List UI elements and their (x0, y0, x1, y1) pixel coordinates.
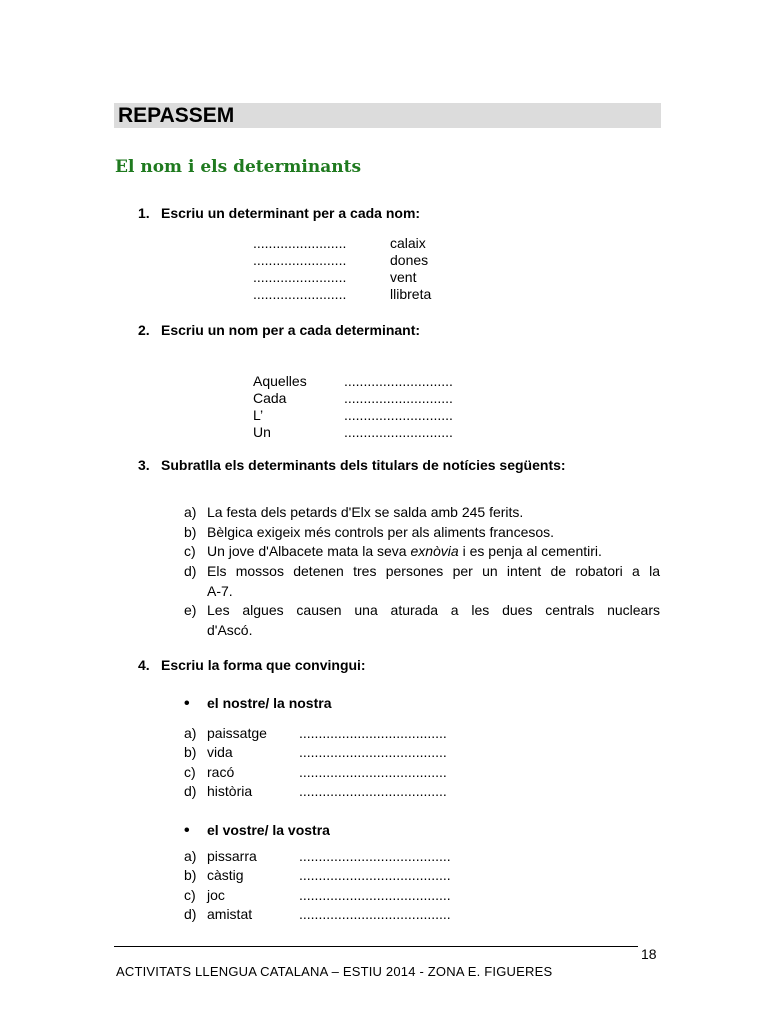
item-label: b) (184, 524, 197, 540)
item-label: b) (184, 867, 197, 883)
answer-blank[interactable]: ........................ (253, 269, 347, 285)
headline-text[interactable]: La festa dels petards d'Elx se salda amb 245 ferits. (207, 504, 524, 520)
question-number: 2. (138, 322, 150, 338)
noun-word: pissarra (207, 848, 257, 864)
item-label: c) (184, 887, 196, 903)
answer-blank[interactable]: ....................................... (299, 848, 451, 864)
item-label: c) (184, 764, 196, 780)
question-4 (138, 657, 366, 673)
page-title: REPASSEM (118, 104, 235, 127)
item-label: d) (184, 563, 197, 579)
page-number: 18 (641, 946, 657, 962)
bullet-icon: • (184, 822, 190, 839)
headline-item (184, 523, 660, 543)
section-title: El nom i els determinants (115, 157, 362, 177)
noun-word: llibreta (390, 286, 432, 302)
item-label: c) (184, 543, 196, 559)
noun-word: vida (207, 744, 233, 760)
noun-word: racó (207, 764, 235, 780)
answer-blank[interactable]: ...................................... (299, 725, 447, 741)
item-label: a) (184, 725, 197, 741)
determiner-word: Un (253, 424, 271, 440)
question-number: 4. (138, 657, 150, 673)
noun-word: dones (390, 252, 429, 268)
option-group-heading (184, 695, 331, 713)
item-label: d) (184, 906, 197, 922)
question-number: 1. (138, 205, 150, 221)
question-2 (138, 322, 420, 338)
item-label: a) (184, 504, 197, 520)
determiner-word: Aquelles (253, 373, 307, 389)
noun-word: joc (207, 887, 225, 903)
noun-word: càstig (207, 867, 244, 883)
headline-text[interactable]: Un jove d'Albacete mata la seva exnòvia i es penja al cementiri. (207, 543, 602, 559)
headline-text[interactable]: Les algues causen una aturada a les dues centrals nuclears d'Ascó. (207, 602, 660, 638)
group-heading: el vostre/ la vostra (207, 822, 330, 838)
answer-blank[interactable]: ....................................... (299, 906, 451, 922)
headline-text[interactable]: Bèlgica exigeix més controls per als aliments francesos. (207, 524, 555, 540)
question-3 (138, 457, 566, 473)
noun-word: calaix (390, 235, 426, 251)
footer-divider (114, 946, 638, 947)
question-prompt: Escriu un nom per a cada determinant: (161, 322, 421, 338)
item-label: b) (184, 744, 197, 760)
footer-text: ACTIVITATS LLENGUA CATALANA – ESTIU 2014 - ZONA E. FIGUERES (116, 964, 553, 979)
headline-item (184, 601, 660, 641)
answer-blank[interactable]: ...................................... (299, 764, 447, 780)
item-label: a) (184, 848, 197, 864)
headline-text[interactable]: Els mossos detenen tres persones per un intent de robatori a la A-7. (207, 563, 660, 599)
headline-item (184, 503, 660, 523)
answer-blank[interactable]: ............................ (344, 373, 453, 389)
answer-blank[interactable]: ....................................... (299, 887, 451, 903)
item-label: d) (184, 783, 197, 799)
item-label: e) (184, 602, 197, 618)
question-number: 3. (138, 457, 150, 473)
noun-word: història (207, 783, 253, 799)
question-prompt: Escriu un determinant per a cada nom: (161, 205, 421, 221)
question-prompt: Subratlla els determinants dels titulars de notícies següents: (161, 457, 566, 473)
bullet-icon: • (184, 695, 190, 712)
answer-blank[interactable]: ...................................... (299, 744, 447, 760)
answer-blank[interactable]: ....................................... (299, 867, 451, 883)
headline-item (184, 562, 660, 602)
headline-item (184, 542, 660, 562)
answer-blank[interactable]: ........................ (253, 252, 347, 268)
answer-blank[interactable]: ............................ (344, 424, 453, 440)
answer-blank[interactable]: ........................ (253, 286, 347, 302)
header-banner (114, 103, 661, 128)
determiner-word: L’ (253, 407, 264, 423)
noun-word: vent (390, 269, 417, 285)
answer-blank[interactable]: ............................ (344, 407, 453, 423)
noun-word: amistat (207, 906, 253, 922)
determiner-word: Cada (253, 390, 287, 406)
option-group-heading (184, 822, 330, 840)
answer-blank[interactable]: ........................ (253, 235, 347, 251)
question-prompt: Escriu la forma que convingui: (161, 657, 366, 673)
question-1 (138, 205, 420, 221)
group-heading: el nostre/ la nostra (207, 695, 332, 711)
answer-blank[interactable]: ............................ (344, 390, 453, 406)
noun-word: paissatge (207, 725, 267, 741)
answer-blank[interactable]: ...................................... (299, 783, 447, 799)
